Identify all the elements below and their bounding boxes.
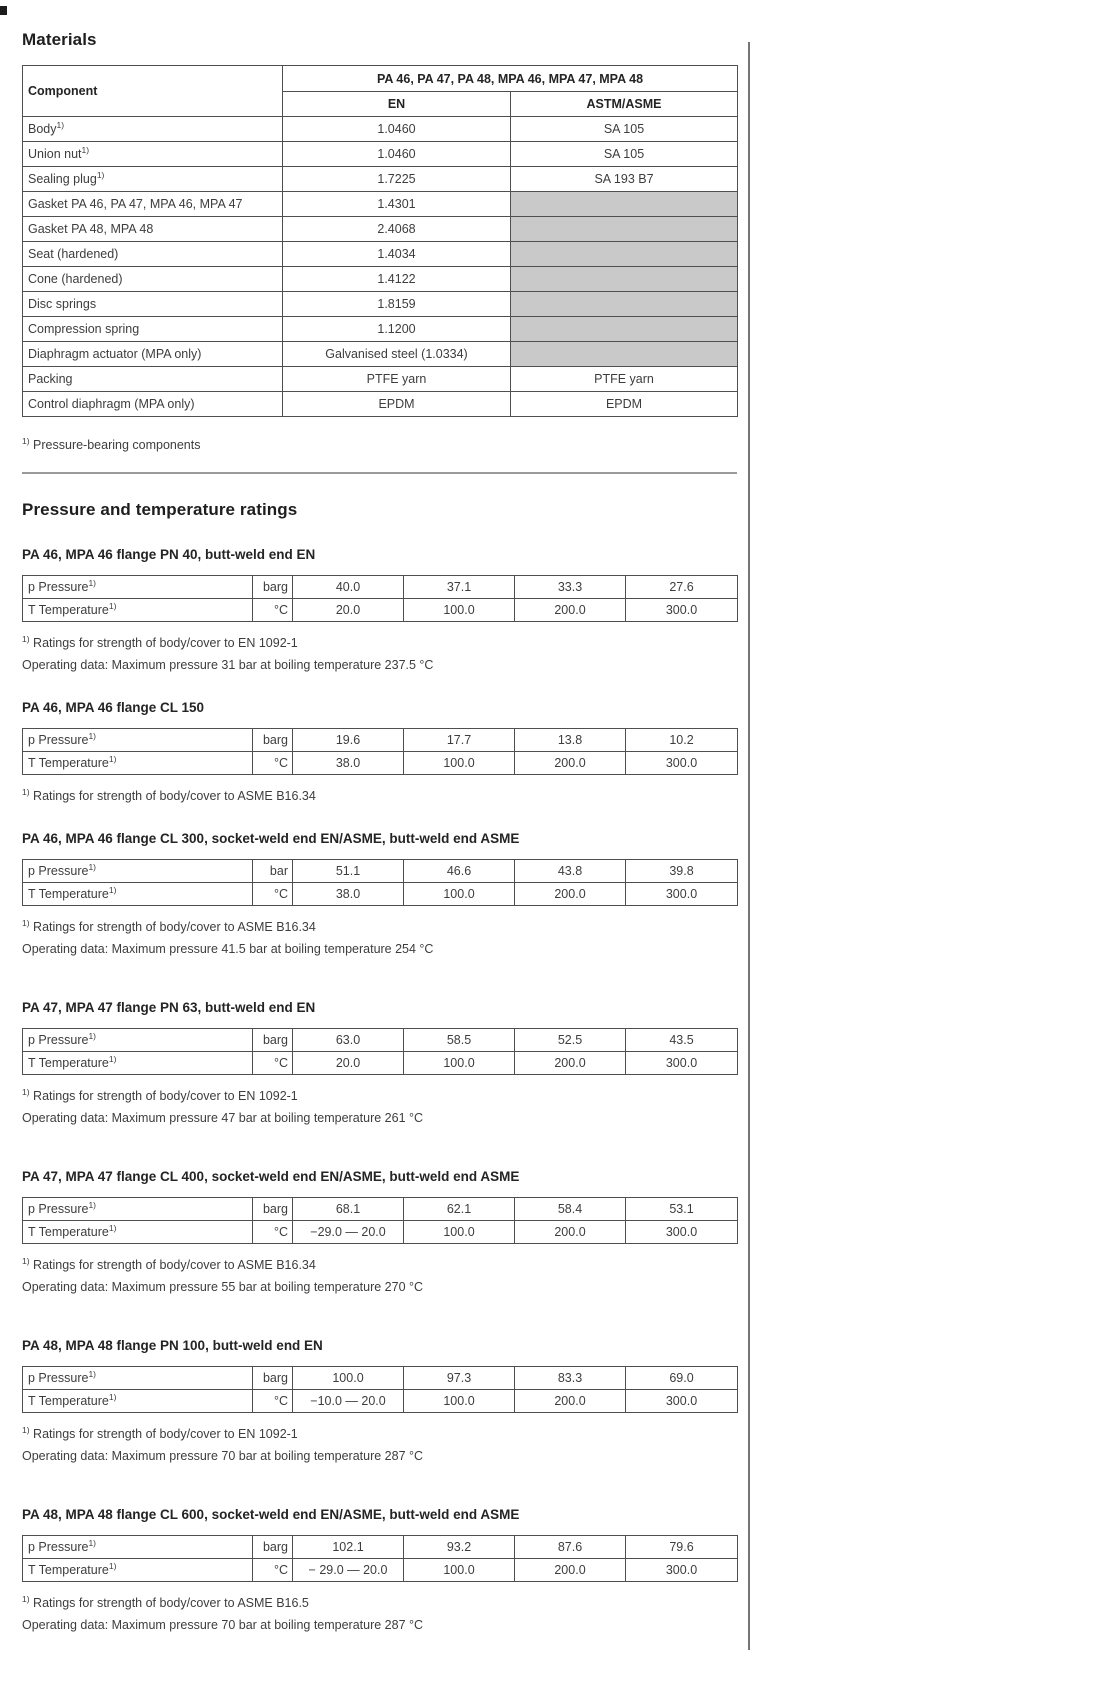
materials-header-component: Component [23, 66, 283, 117]
pressure-label-cell: p Pressure$^{1)}$ [23, 576, 253, 599]
value-cell: 300.0 [626, 599, 738, 622]
pt-table [22, 859, 738, 906]
unit-cell: barg [253, 1198, 293, 1221]
pressure-row [23, 1367, 738, 1390]
unit-cell: barg [253, 1029, 293, 1052]
superscript: 1) [88, 730, 97, 741]
en-cell: 1.4301 [283, 192, 511, 217]
value-cell: 100.0 [293, 1367, 404, 1390]
unit-cell: barg [253, 576, 293, 599]
temperature-row [23, 1559, 738, 1582]
table-row [23, 167, 738, 192]
astm-cell: SA 105 [511, 142, 738, 167]
value-cell: 100.0 [404, 599, 515, 622]
value-cell: 300.0 [626, 1052, 738, 1075]
ratings-section [22, 1000, 737, 1126]
astm-cell [511, 267, 738, 292]
superscript: 1) [88, 1030, 97, 1041]
section-footnote: $^{1)}$ Ratings for strength of body/cover to EN 1092-1 [22, 1424, 298, 1441]
table-row [23, 342, 738, 367]
superscript: 1) [56, 119, 65, 130]
table-row [23, 142, 738, 167]
value-cell: 102.1 [293, 1536, 404, 1559]
superscript: 1) [88, 1199, 97, 1210]
temperature-label-cell: T Temperature$^{1)}$ [23, 883, 253, 906]
value-cell: 100.0 [404, 1052, 515, 1075]
temperature-row [23, 599, 738, 622]
component-cell: Sealing plug$^{1)}$ [23, 167, 283, 192]
value-cell: 39.8 [626, 860, 738, 883]
value-cell: 19.6 [293, 729, 404, 752]
materials-title: Materials [22, 30, 97, 49]
ratings-sections [22, 547, 737, 1633]
value-cell: 200.0 [515, 1559, 626, 1582]
operating-data-line: Operating data: Maximum pressure 41.5 bar at boiling temperature 254 °C [22, 942, 434, 956]
component-cell: Gasket PA 46, PA 47, MPA 46, MPA 47 [23, 192, 283, 217]
value-cell: 38.0 [293, 752, 404, 775]
temperature-label-cell: T Temperature$^{1)}$ [23, 1221, 253, 1244]
section-subtitle: PA 48, MPA 48 flange CL 600, socket-weld end EN/ASME, butt-weld end ASME [22, 1507, 520, 1522]
value-cell: −10.0 — 20.0 [293, 1390, 404, 1413]
page-content [22, 30, 737, 1633]
en-cell: PTFE yarn [283, 367, 511, 392]
section-footnote: $^{1)}$ Ratings for strength of body/cover to EN 1092-1 [22, 633, 298, 650]
ratings-title: Pressure and temperature ratings [22, 500, 298, 519]
value-cell: 87.6 [515, 1536, 626, 1559]
unit-cell: °C [253, 599, 293, 622]
pt-table [22, 1535, 738, 1582]
en-cell: Galvanised steel (1.0334) [283, 342, 511, 367]
value-cell: 62.1 [404, 1198, 515, 1221]
value-cell: 46.6 [404, 860, 515, 883]
en-cell: 1.4122 [283, 267, 511, 292]
unit-cell: bar [253, 860, 293, 883]
astm-cell: PTFE yarn [511, 367, 738, 392]
superscript: 1) [88, 577, 97, 588]
superscript: 1) [22, 1424, 30, 1435]
table-row [23, 117, 738, 142]
en-cell: 1.0460 [283, 117, 511, 142]
en-cell: 2.4068 [283, 217, 511, 242]
value-cell: − 29.0 — 20.0 [293, 1559, 404, 1582]
section-subtitle: PA 47, MPA 47 flange CL 400, socket-weld end EN/ASME, butt-weld end ASME [22, 1169, 520, 1184]
value-cell: 200.0 [515, 1390, 626, 1413]
table-row [23, 267, 738, 292]
ratings-section [22, 1169, 737, 1295]
value-cell: 43.8 [515, 860, 626, 883]
table-row [23, 392, 738, 417]
superscript: 1) [108, 753, 117, 764]
value-cell: 40.0 [293, 576, 404, 599]
table-row [23, 317, 738, 342]
operating-data-line: Operating data: Maximum pressure 55 bar at boiling temperature 270 °C [22, 1280, 424, 1294]
value-cell: 200.0 [515, 883, 626, 906]
component-cell: Compression spring [23, 317, 283, 342]
value-cell: 37.1 [404, 576, 515, 599]
unit-cell: barg [253, 729, 293, 752]
superscript: 1) [108, 1053, 117, 1064]
table-row [23, 367, 738, 392]
ratings-section [22, 1507, 737, 1633]
section-footnote: $^{1)}$ Ratings for strength of body/cover to ASME B16.5 [22, 1593, 309, 1610]
value-cell: 13.8 [515, 729, 626, 752]
section-subtitle: PA 48, MPA 48 flange PN 100, butt-weld end EN [22, 1338, 323, 1353]
value-cell: 300.0 [626, 1559, 738, 1582]
section-footnote: $^{1)}$ Ratings for strength of body/cover to EN 1092-1 [22, 1086, 298, 1103]
pressure-row [23, 860, 738, 883]
astm-cell [511, 317, 738, 342]
value-cell: 27.6 [626, 576, 738, 599]
operating-data-line: Operating data: Maximum pressure 31 bar at boiling temperature 237.5 °C [22, 658, 434, 672]
value-cell: 300.0 [626, 752, 738, 775]
component-cell: Union nut$^{1)}$ [23, 142, 283, 167]
pt-table [22, 1366, 738, 1413]
astm-cell [511, 342, 738, 367]
temperature-row [23, 883, 738, 906]
value-cell: 300.0 [626, 883, 738, 906]
value-cell: 20.0 [293, 599, 404, 622]
value-cell: 53.1 [626, 1198, 738, 1221]
superscript: 1) [22, 1086, 30, 1097]
component-cell: Control diaphragm (MPA only) [23, 392, 283, 417]
value-cell: 38.0 [293, 883, 404, 906]
en-cell: 1.1200 [283, 317, 511, 342]
value-cell: −29.0 — 20.0 [293, 1221, 404, 1244]
pressure-label-cell: p Pressure$^{1)}$ [23, 1536, 253, 1559]
materials-header-astm: ASTM/ASME [511, 92, 738, 117]
unit-cell: barg [253, 1367, 293, 1390]
materials-header-en: EN [283, 92, 511, 117]
superscript: 1) [88, 1368, 97, 1379]
unit-cell: °C [253, 1221, 293, 1244]
astm-cell [511, 217, 738, 242]
temperature-label-cell: T Temperature$^{1)}$ [23, 1559, 253, 1582]
pressure-row [23, 576, 738, 599]
pressure-label-cell: p Pressure$^{1)}$ [23, 1198, 253, 1221]
superscript: 1) [108, 600, 117, 611]
value-cell: 51.1 [293, 860, 404, 883]
ratings-section [22, 831, 737, 957]
component-cell: Disc springs [23, 292, 283, 317]
unit-cell: °C [253, 883, 293, 906]
table-row [23, 242, 738, 267]
component-cell: Gasket PA 48, MPA 48 [23, 217, 283, 242]
section-footnote: $^{1)}$ Ratings for strength of body/cover to ASME B16.34 [22, 786, 316, 803]
ratings-section [22, 547, 737, 673]
column-divider-line [748, 42, 750, 1650]
section-subtitle: PA 46, MPA 46 flange CL 150 [22, 700, 205, 715]
value-cell: 200.0 [515, 1052, 626, 1075]
section-subtitle: PA 46, MPA 46 flange CL 300, socket-weld end EN/ASME, butt-weld end ASME [22, 831, 520, 846]
temperature-row [23, 752, 738, 775]
pressure-row [23, 729, 738, 752]
value-cell: 10.2 [626, 729, 738, 752]
pressure-label-cell: p Pressure$^{1)}$ [23, 729, 253, 752]
astm-cell: SA 193 B7 [511, 167, 738, 192]
unit-cell: °C [253, 1052, 293, 1075]
section-subtitle: PA 47, MPA 47 flange PN 63, butt-weld end EN [22, 1000, 316, 1015]
value-cell: 20.0 [293, 1052, 404, 1075]
value-cell: 43.5 [626, 1029, 738, 1052]
astm-cell [511, 192, 738, 217]
en-cell: 1.0460 [283, 142, 511, 167]
pressure-label-cell: p Pressure$^{1)}$ [23, 1367, 253, 1390]
value-cell: 52.5 [515, 1029, 626, 1052]
temperature-row [23, 1390, 738, 1413]
footnote-text: Pressure-bearing components [29, 438, 201, 452]
pressure-row [23, 1029, 738, 1052]
temperature-label-cell: T Temperature$^{1)}$ [23, 599, 253, 622]
table-row [23, 292, 738, 317]
table-row [23, 217, 738, 242]
ratings-section [22, 1338, 737, 1464]
unit-cell: °C [253, 1559, 293, 1582]
unit-cell: °C [253, 752, 293, 775]
superscript: 1) [96, 169, 105, 180]
unit-cell: barg [253, 1536, 293, 1559]
unit-cell: °C [253, 1390, 293, 1413]
section-footnote: $^{1)}$ Ratings for strength of body/cover to ASME B16.34 [22, 917, 316, 934]
superscript: 1) [22, 633, 30, 644]
superscript: 1) [108, 1222, 117, 1233]
materials-table-body [23, 66, 738, 417]
superscript: 1) [88, 861, 97, 872]
operating-data-line: Operating data: Maximum pressure 47 bar at boiling temperature 261 °C [22, 1111, 424, 1125]
table-row [23, 192, 738, 217]
value-cell: 58.5 [404, 1029, 515, 1052]
operating-data-line: Operating data: Maximum pressure 70 bar at boiling temperature 287 °C [22, 1618, 424, 1632]
superscript: 1) [108, 884, 117, 895]
materials-table [22, 65, 738, 417]
component-cell: Body$^{1)}$ [23, 117, 283, 142]
pt-table [22, 728, 738, 775]
en-cell: 1.7225 [283, 167, 511, 192]
value-cell: 83.3 [515, 1367, 626, 1390]
value-cell: 33.3 [515, 576, 626, 599]
footnote-sup: 1) [22, 435, 30, 446]
superscript: 1) [22, 1255, 30, 1266]
operating-data-line: Operating data: Maximum pressure 70 bar at boiling temperature 287 °C [22, 1449, 424, 1463]
value-cell: 68.1 [293, 1198, 404, 1221]
superscript: 1) [22, 1593, 30, 1604]
component-cell: Diaphragm actuator (MPA only) [23, 342, 283, 367]
value-cell: 63.0 [293, 1029, 404, 1052]
value-cell: 17.7 [404, 729, 515, 752]
value-cell: 200.0 [515, 1221, 626, 1244]
value-cell: 69.0 [626, 1367, 738, 1390]
pressure-label-cell: p Pressure$^{1)}$ [23, 860, 253, 883]
superscript: 1) [22, 786, 30, 797]
scan-artifact [0, 6, 7, 15]
value-cell: 58.4 [515, 1198, 626, 1221]
superscript: 1) [88, 1537, 97, 1548]
section-footnote: $^{1)}$ Ratings for strength of body/cover to ASME B16.34 [22, 1255, 316, 1272]
temperature-row [23, 1052, 738, 1075]
pt-table [22, 1197, 738, 1244]
component-cell: Seat (hardened) [23, 242, 283, 267]
temperature-label-cell: T Temperature$^{1)}$ [23, 1052, 253, 1075]
ratings-section [22, 700, 737, 804]
value-cell: 200.0 [515, 599, 626, 622]
pressure-row [23, 1536, 738, 1559]
value-cell: 100.0 [404, 1390, 515, 1413]
component-cell: Cone (hardened) [23, 267, 283, 292]
astm-cell [511, 242, 738, 267]
astm-cell: SA 105 [511, 117, 738, 142]
component-cell: Packing [23, 367, 283, 392]
value-cell: 100.0 [404, 1559, 515, 1582]
astm-cell [511, 292, 738, 317]
pt-table [22, 1028, 738, 1075]
section-subtitle: PA 46, MPA 46 flange PN 40, butt-weld end EN [22, 547, 316, 562]
temperature-row [23, 1221, 738, 1244]
materials-footnote [22, 435, 737, 453]
value-cell: 93.2 [404, 1536, 515, 1559]
value-cell: 100.0 [404, 883, 515, 906]
section-divider-rule [22, 472, 737, 474]
en-cell: 1.8159 [283, 292, 511, 317]
value-cell: 200.0 [515, 752, 626, 775]
value-cell: 300.0 [626, 1221, 738, 1244]
superscript: 1) [81, 144, 90, 155]
en-cell: 1.4034 [283, 242, 511, 267]
superscript: 1) [22, 917, 30, 928]
pressure-label-cell: p Pressure$^{1)}$ [23, 1029, 253, 1052]
value-cell: 100.0 [404, 752, 515, 775]
pressure-row [23, 1198, 738, 1221]
materials-header-row-1 [23, 66, 738, 92]
pt-table [22, 575, 738, 622]
superscript: 1) [108, 1560, 117, 1571]
en-cell: EPDM [283, 392, 511, 417]
superscript: 1) [108, 1391, 117, 1402]
value-cell: 79.6 [626, 1536, 738, 1559]
temperature-label-cell: T Temperature$^{1)}$ [23, 752, 253, 775]
materials-header-group: PA 46, PA 47, PA 48, MPA 46, MPA 47, MPA 48 [283, 66, 738, 92]
value-cell: 100.0 [404, 1221, 515, 1244]
value-cell: 300.0 [626, 1390, 738, 1413]
value-cell: 97.3 [404, 1367, 515, 1390]
astm-cell: EPDM [511, 392, 738, 417]
temperature-label-cell: T Temperature$^{1)}$ [23, 1390, 253, 1413]
